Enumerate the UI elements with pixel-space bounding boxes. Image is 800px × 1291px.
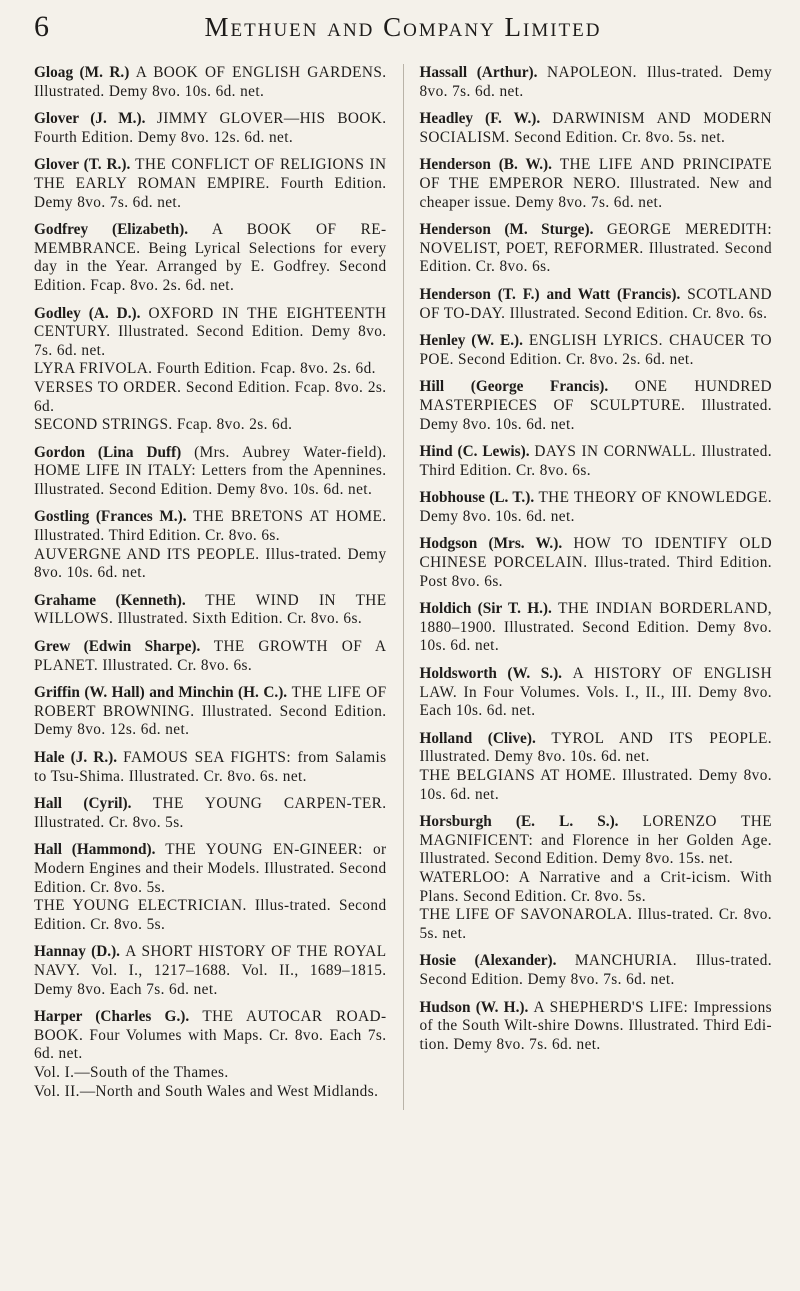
catalogue-entry xyxy=(420,665,773,721)
entry-text: HOW TO IDENTIFY OLD CHINESE PORCELAIN. Illus-trated. Third Edition. Post 8vo. 6s. xyxy=(419,535,773,590)
entry-author: Hosie (Alexander). xyxy=(419,952,557,970)
catalogue-entry xyxy=(420,332,773,369)
entry-text: THE GROWTH OF A PLANET. Illustrated. Cr. 8vo. 6s. xyxy=(34,638,387,674)
entry-line xyxy=(34,64,387,101)
catalogue-entry xyxy=(34,943,387,999)
entry-text: THE YOUNG CARPEN-TER. Illustrated. Cr. 8vo. 5s. xyxy=(34,795,387,831)
catalogue-entry xyxy=(34,795,387,832)
catalogue-entry xyxy=(420,600,773,656)
entry-author: Hassall (Arthur). xyxy=(419,64,538,81)
entry-author: Hall (Cyril). xyxy=(34,795,132,813)
running-title: Methuen and Company Limited xyxy=(204,12,602,42)
entry-text: DAYS IN CORNWALL. Illustrated. Third Edition. Cr. 8vo. 6s. xyxy=(419,443,773,479)
entry-line xyxy=(34,305,387,361)
entry-author: Hale (J. R.). xyxy=(34,749,118,766)
entry-text: TYROL AND ITS PEOPLE. Illustrated. Demy 8vo. 10s. 6d. net. xyxy=(419,729,773,766)
entry-line xyxy=(34,592,387,629)
entry-text: THE YOUNG EN-GINEER: or Modern Engines and their Models. Illustrated. Second Edition. Cr. 8vo. 5s. xyxy=(34,841,387,896)
entry-text: NAPOLEON. Illus-trated. Demy 8vo. 7s. 6d. net. xyxy=(419,64,772,100)
entry-text: THE CONFLICT OF RELIGIONS IN THE EARLY ROMAN EMPIRE. Fourth Edition. Demy 8vo. 7s. 6d. net. xyxy=(34,156,387,211)
entry-line xyxy=(420,906,773,943)
catalogue-entry xyxy=(420,535,773,591)
entry-line xyxy=(420,378,773,434)
entry-text: A BOOK OF RE-MEMBRANCE. Being Lyrical Selections for every day in the Year. Arranged by E. Godfrey. Second Edition. Fcap. 8vo. 2s. 6d. net. xyxy=(34,221,387,294)
entry-text: SECOND STRINGS. Fcap. 8vo. 2s. 6d. xyxy=(34,416,293,434)
entry-author: Henderson (M. Sturge). xyxy=(419,221,594,239)
right-column xyxy=(404,64,773,1110)
entry-author: Godfrey (Elizabeth). xyxy=(34,221,189,239)
catalogue-entry xyxy=(34,444,387,500)
catalogue-entry xyxy=(420,110,773,147)
entry-text: THE YOUNG ELECTRICIAN. Illus-trated. Second Edition. Cr. 8vo. 5s. xyxy=(34,897,387,933)
entry-text: A SHEPHERD'S LIFE: Impressions of the South Wilt-shire Downs. Illustrated. Third Edi-tion. Demy 8vo. 7s. 6d. net. xyxy=(419,998,772,1053)
entry-line xyxy=(420,767,773,804)
entry-text: DARWINISM AND MODERN SOCIALISM. Second Edition. Cr. 8vo. 5s. net. xyxy=(419,110,772,146)
entry-line xyxy=(420,869,773,906)
entry-line xyxy=(420,813,773,869)
entry-author: Glover (T. R.). xyxy=(34,156,131,174)
entry-text: THE LIFE AND PRINCIPATE OF THE EMPEROR NERO. Illustrated. New and cheaper issue. Demy 8vo. 7s. 6d. net. xyxy=(419,156,772,211)
catalogue-entry xyxy=(420,156,773,212)
entry-text: THE LIFE OF SAVONAROLA. Illus-trated. Cr. 8vo. 5s. net. xyxy=(419,906,772,942)
entry-text: VERSES TO ORDER. Second Edition. Fcap. 8vo. 2s. 6d. xyxy=(34,378,387,415)
entry-author: Glover (J. M.). xyxy=(34,110,146,128)
entry-author: Hall (Hammond). xyxy=(34,841,156,859)
entry-line xyxy=(34,1083,387,1102)
catalogue-entry xyxy=(420,378,773,434)
entry-author: Holland (Clive). xyxy=(419,729,536,747)
entry-line xyxy=(34,379,387,416)
left-column xyxy=(34,64,404,1110)
entry-author: Hodgson (Mrs. W.). xyxy=(419,535,563,553)
catalogue-entry xyxy=(420,999,773,1055)
catalogue-entry xyxy=(34,841,387,934)
entry-text: AUVERGNE AND ITS PEOPLE. Illus-trated. Demy 8vo. 10s. 6d. net. xyxy=(34,545,387,582)
entry-line xyxy=(34,684,387,740)
entry-author: Henderson (T. F.) and Watt (Francis). xyxy=(419,285,681,303)
catalogue-entry xyxy=(420,813,773,943)
entry-line xyxy=(420,64,773,101)
entry-text: GEORGE MEREDITH: NOVELIST, POET, REFORMER. Illustrated. Second Edition. Cr. 8vo. 6s. xyxy=(419,221,773,276)
entry-text: Vol. II.—North and South Wales and West Midlands. xyxy=(34,1082,379,1100)
entry-author: Hobhouse (L. T.). xyxy=(419,489,535,507)
catalogue-entry xyxy=(420,221,773,277)
entry-line xyxy=(420,286,773,323)
entry-author: Godley (A. D.). xyxy=(34,304,141,322)
entry-author: Gloag (M. R.) xyxy=(34,64,130,81)
entry-text: ENGLISH LYRICS. CHAUCER TO POE. Second Edition. Cr. 8vo. 2s. 6d. net. xyxy=(419,332,772,368)
catalogue-entry xyxy=(420,952,773,989)
catalogue-entry xyxy=(34,508,387,582)
entry-author: Gostling (Frances M.). xyxy=(34,508,187,526)
entry-line xyxy=(34,110,387,147)
entry-line xyxy=(420,730,773,767)
entry-line xyxy=(420,489,773,526)
entry-line xyxy=(34,546,387,583)
catalogue-entry xyxy=(420,64,773,101)
entry-line xyxy=(34,749,387,786)
entry-line xyxy=(420,443,773,480)
entry-author: Henley (W. E.). xyxy=(419,332,523,350)
entry-author: Grew (Edwin Sharpe). xyxy=(34,638,201,656)
catalogue-entry xyxy=(34,156,387,212)
catalogue-entry xyxy=(420,443,773,480)
entry-author: Griffin (W. Hall) and Minchin (H. C.). xyxy=(34,684,288,702)
entry-text: ONE HUNDRED MASTERPIECES OF SCULPTURE. Illustrated. Demy 8vo. 10s. 6d. net. xyxy=(419,378,772,433)
two-column-body xyxy=(34,64,772,1110)
entry-line xyxy=(34,638,387,675)
entry-line xyxy=(34,897,387,934)
entry-line xyxy=(420,156,773,212)
entry-author: Holdich (Sir T. H.). xyxy=(419,600,552,618)
entry-author: Hannay (D.). xyxy=(34,943,120,961)
entry-text: A HISTORY OF ENGLISH LAW. In Four Volumes. Vols. I., II., III. Demy 8vo. Each 10s. 6d. net. xyxy=(419,665,773,720)
entry-text: THE AUTOCAR ROAD-BOOK. Four Volumes with Maps. Cr. 8vo. Each 7s. 6d. net. xyxy=(34,1008,387,1063)
entry-author: Holdsworth (W. S.). xyxy=(419,665,563,683)
catalogue-entry xyxy=(420,286,773,323)
entry-text: WATERLOO: A Narrative and a Crit-icism. With Plans. Second Edition. Cr. 8vo. 5s. xyxy=(419,868,772,905)
entry-author: Hind (C. Lewis). xyxy=(419,443,530,461)
entry-author: Hudson (W. H.). xyxy=(419,998,529,1016)
entry-text: (Mrs. Aubrey Water-field). HOME LIFE IN ITALY: Letters from the Apennines. Illustrated. Second Edition. Demy 8vo. 10s. 6d. net. xyxy=(34,443,387,498)
catalogue-entry xyxy=(34,749,387,786)
entry-author: Horsburgh (E. L. S.). xyxy=(419,813,619,831)
entry-text: LYRA FRIVOLA. Fourth Edition. Fcap. 8vo. 2s. 6d. xyxy=(34,360,376,378)
entry-line xyxy=(420,600,773,656)
entry-text: THE BRETONS AT HOME. Illustrated. Third Edition. Cr. 8vo. 6s. xyxy=(34,508,387,545)
catalogue-entry xyxy=(420,730,773,804)
entry-author: Harper (Charles G.). xyxy=(34,1008,190,1026)
catalogue-entry xyxy=(34,110,387,147)
catalogue-entry xyxy=(420,489,773,526)
catalogue-entry xyxy=(34,305,387,435)
entry-text: A BOOK OF ENGLISH GARDENS. Illustrated. Demy 8vo. 10s. 6d. net. xyxy=(34,64,387,100)
entry-text: OXFORD IN THE EIGHTEENTH CENTURY. Illustrated. Second Edition. Demy 8vo. 7s. 6d. net. xyxy=(34,304,387,359)
entry-line xyxy=(34,795,387,832)
entry-line xyxy=(34,1064,387,1083)
entry-author: Grahame (Kenneth). xyxy=(34,591,186,609)
entry-line xyxy=(34,416,387,435)
entry-line xyxy=(34,221,387,295)
entry-line xyxy=(34,360,387,379)
entry-author: Hill (George Francis). xyxy=(419,378,609,396)
entry-text: JIMMY GLOVER—HIS BOOK. Fourth Edition. Demy 8vo. 12s. 6d. net. xyxy=(34,110,387,146)
entry-line xyxy=(420,110,773,147)
entry-text: THE LIFE OF ROBERT BROWNING. Illustrated. Second Edition. Demy 8vo. 12s. 6d. net. xyxy=(34,684,387,739)
entry-author: Headley (F. W.). xyxy=(419,110,541,128)
catalogue-entry xyxy=(34,684,387,740)
entry-line xyxy=(34,841,387,897)
entry-text: LORENZO THE MAGNIFICENT: and Florence in her Golden Age. Illustrated. Second Edition. Demy 8vo. 15s. net. xyxy=(419,813,772,868)
entry-line xyxy=(34,1008,387,1064)
catalogue-entry xyxy=(34,638,387,675)
entry-line xyxy=(420,665,773,721)
entry-text: THE WIND IN THE WILLOWS. Illustrated. Sixth Edition. Cr. 8vo. 6s. xyxy=(34,591,387,628)
entry-text: A SHORT HISTORY OF THE ROYAL NAVY. Vol. I., 1217–1688. Vol. II., 1689–1815. Demy 8vo. Each 7s. 6d. net. xyxy=(34,943,387,998)
catalogue-entry xyxy=(34,221,387,295)
entry-text: SCOTLAND OF TO-DAY. Illustrated. Second Edition. Cr. 8vo. 6s. xyxy=(419,285,772,322)
entry-text: Vol. I.—South of the Thames. xyxy=(34,1063,229,1081)
entry-line xyxy=(420,952,773,989)
entry-text: THE BELGIANS AT HOME. Illustrated. Demy 8vo. 10s. 6d. net. xyxy=(419,767,772,803)
entry-text: THE INDIAN BORDERLAND, 1880–1900. Illustrated. Second Edition. Demy 8vo. 10s. 6d. net. xyxy=(419,600,772,655)
catalogue-entry xyxy=(34,592,387,629)
entry-line xyxy=(420,221,773,277)
page-number: 6 xyxy=(34,10,49,43)
entry-line xyxy=(34,943,387,999)
entry-line xyxy=(34,156,387,212)
entry-line xyxy=(420,535,773,591)
entry-author: Henderson (B. W.). xyxy=(419,156,552,174)
catalogue-entry xyxy=(34,64,387,101)
entry-text: MANCHURIA. Illus-trated. Second Edition. Demy 8vo. 7s. 6d. net. xyxy=(419,952,772,988)
catalogue-entry xyxy=(34,1008,387,1101)
entry-text: FAMOUS SEA FIGHTS: from Salamis to Tsu-Shima. Illustrated. Cr. 8vo. 6s. net. xyxy=(34,749,387,785)
entry-text: THE THEORY OF KNOWLEDGE. Demy 8vo. 10s. 6d. net. xyxy=(419,489,773,525)
entry-author: Gordon (Lina Duff) xyxy=(34,443,182,461)
entry-line xyxy=(420,999,773,1055)
entry-line xyxy=(34,444,387,500)
entry-line xyxy=(420,332,773,369)
page-header xyxy=(34,0,772,52)
entry-line xyxy=(34,508,387,545)
